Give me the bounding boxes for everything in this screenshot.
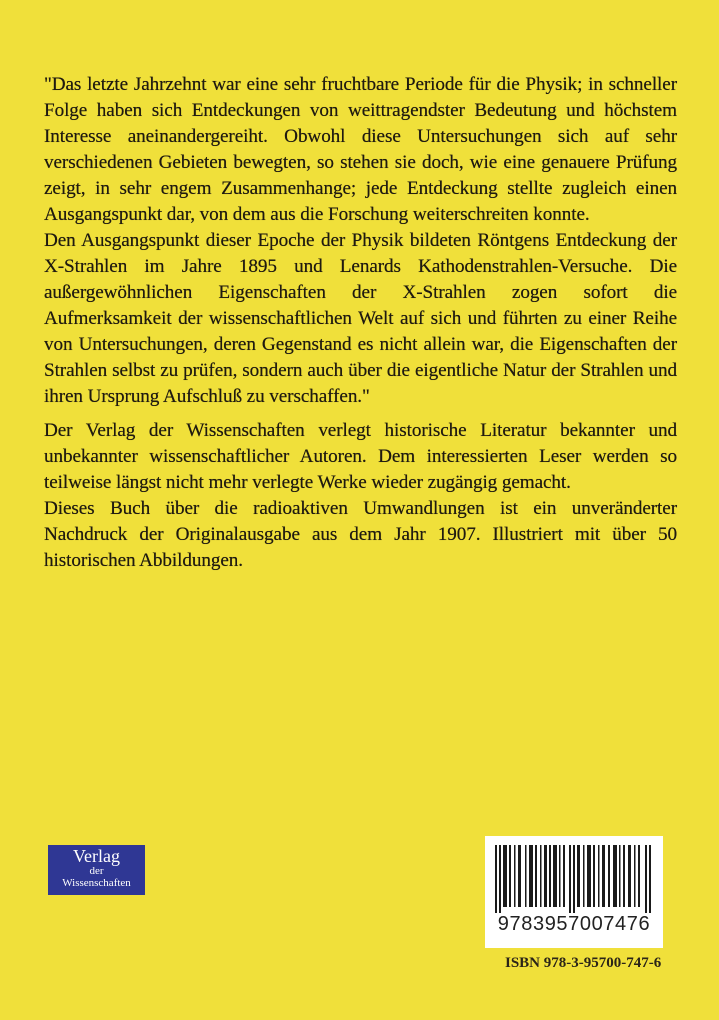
quote-paragraph-2: Den Ausgangspunkt dieser Epoche der Physik bildeten Röntgens Entdeckung der X-Strahlen im Jahre 1895 und Lenards Kathodenstrahlen-Versuche. Die außergewöhnlichen Eigenschaften der X-Strahlen zogen sofort die Aufmerksamkeit der wissenschaftlichen Welt auf sich und führten zu einer Reihe von Untersuchungen, deren Gegenstand es nicht allein war, die Eigenschaften der Strahlen selbst zu prüfen, sondern auch über die eigentliche Natur der Strahlen und ihren Ursprung Aufschluß zu verschaffen.": [44, 230, 677, 407]
isbn-label: ISBN 978-3-95700-747-6: [505, 955, 662, 971]
logo-line-der: der: [89, 865, 104, 877]
barcode-bars-icon: [495, 845, 653, 913]
logo-line-wissenschaften: Wissenschaften: [62, 877, 131, 889]
publisher-blurb: [44, 418, 677, 574]
blurb-paragraph-2: Dieses Buch über die radioaktiven Umwandlungen ist ein unveränderter Nachdruck der Originalausgabe aus dem Jahr 1907. Illustriert mit über 50 historischen Abbildungen.: [44, 498, 677, 571]
publisher-logo: [48, 845, 145, 895]
quote-paragraph-1: "Das letzte Jahrzehnt war eine sehr fruchtbare Periode für die Physik; in schneller Folge haben sich Entdeckungen von weittragendster Bedeutung und höchstem Interesse aneinandergereiht. Obwohl diese Untersuchungen sich auf sehr verschiedenen Gebieten bewegten, so stehen sie doch, wie eine genauere Prüfung zeigt, in sehr engem Zusammenhange; jede Entdeckung stellte zugleich einen Ausgangspunkt dar, von dem aus die Forschung weiterschreiten konnte.: [44, 74, 677, 225]
barcode-number: 9783957007476: [497, 913, 651, 935]
blurb-paragraph-1: Der Verlag der Wissenschaften verlegt historische Literatur bekannter und unbekannter wissenschaftlicher Autoren. Dem interessierten Leser werden so teilweise längst nicht mehr verlegte Werke wieder zugängig gemacht.: [44, 420, 677, 493]
back-cover-quote: [44, 72, 677, 410]
logo-line-verlag: Verlag: [73, 846, 120, 866]
isbn-barcode: [485, 836, 663, 948]
